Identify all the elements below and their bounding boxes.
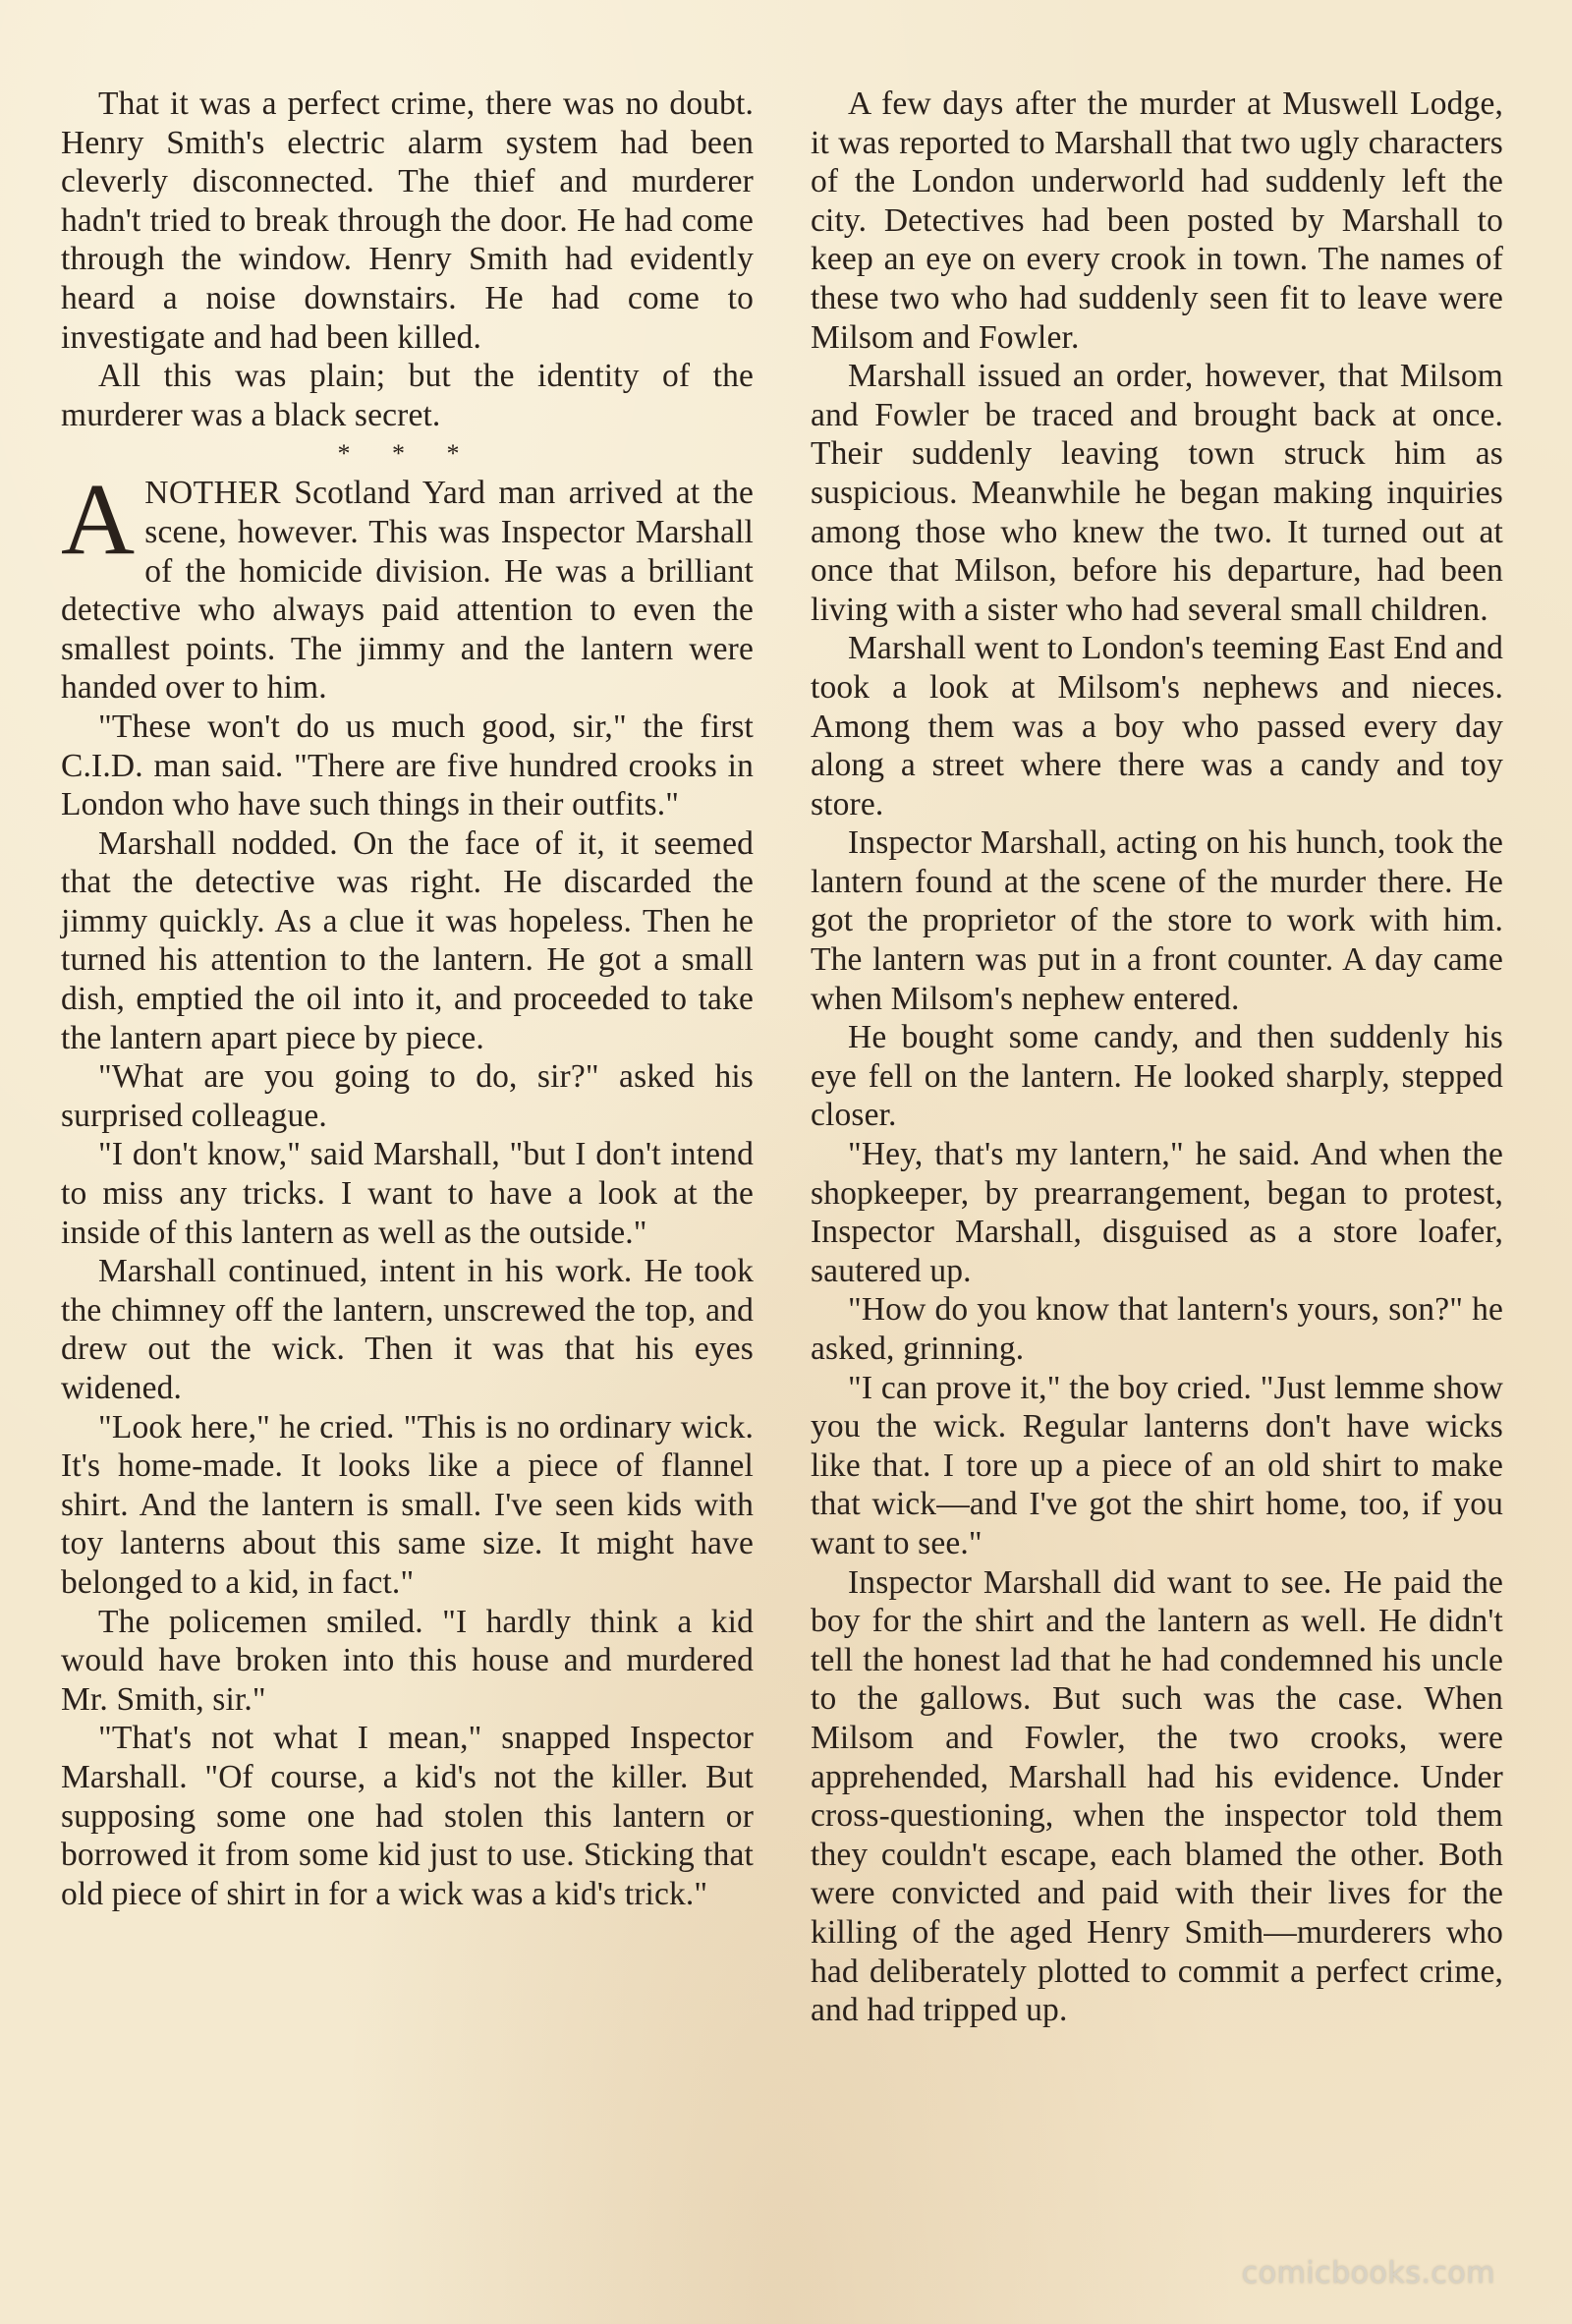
paragraph: "Hey, that's my lantern," he said. And when the shopkeeper, by prearrangement, began to protest, Inspector Marshall, disguised as a store loafer, sautered up.: [811, 1136, 1503, 1289]
paragraph: That it was a perfect crime, there was no doubt. Henry Smith's electric alarm system had been cleverly disconnected. The thief and murderer hadn't tried to break through the door. He had come through the window. Henry Smith had evidently heard a noise downstairs. He had come to investigate and had been killed.: [61, 85, 754, 356]
site-watermark: comicbooks.com: [1241, 2256, 1495, 2291]
paragraph: [61, 463, 754, 708]
paragraph: A few days after the murder at Muswell Lodge, it was reported to Marshall that two ugly characters of the London underworld had suddenly left the city. Detectives had been posted by Marshall to keep an eye on every crook in town. The names of these two who had suddenly seen fit to leave were Milsom and Fowler.: [811, 85, 1503, 356]
paragraph: "I don't know," said Marshall, "but I don't intend to miss any tricks. I want to have a look at the inside of this lantern as well as the outside.": [61, 1136, 754, 1251]
paragraph: "That's not what I mean," snapped Inspector Marshall. "Of course, a kid's not the killer. But supposing some one had stolen this lantern or borrowed it from some kid just to use. Sticking that old piece of shirt in for a wick was a kid's trick.": [61, 1720, 754, 1912]
left-column: [61, 85, 754, 1913]
paragraph: "These won't do us much good, sir," the first C.I.D. man said. "There are five hundred crooks in London who have such things in their outfits.": [61, 708, 754, 823]
paragraph: "Look here," he cried. "This is no ordinary wick. It's home-made. It looks like a piece of flannel shirt. And the lantern is small. I've seen kids with toy lanterns about this same size. It might have belonged to a kid, in fact.": [61, 1408, 754, 1601]
paragraph: All this was plain; but the identity of the murderer was a black secret.: [61, 358, 754, 433]
paragraph: Marshall continued, intent in his work. He took the chimney off the lantern, unscrewed the top, and drew out the wick. Then it was that his eyes widened.: [61, 1253, 754, 1406]
paragraph: The policemen smiled. "I hardly think a kid would have broken into this house and murdered Mr. Smith, sir.": [61, 1603, 754, 1718]
paragraph: "What are you going to do, sir?" asked his surprised colleague.: [61, 1058, 754, 1134]
paragraph-text: Scotland Yard man arrived at the scene, however. This was Inspector Marshall of the homicide division. He was a brilliant detective who always paid attention to even the smallest points. The jimmy and the lantern were handed over to him.: [61, 475, 754, 707]
small-caps-lead: NOTHER: [144, 475, 282, 512]
drop-cap: A: [61, 463, 136, 577]
right-column: [811, 85, 1503, 2030]
paragraph: Inspector Marshall did want to see. He paid the boy for the shirt and the lantern as well. He didn't tell the honest lad that he had condemned his uncle to the gallows. But such was the case. When Milsom and Fowler, the two crooks, were apprehended, Marshall had his evidence. Under cross-questioning, when the inspector told them they couldn't escape, each blamed the other. Both were convicted and paid with their lives for the killing of the aged Henry Smith—murderers who had deliberately plotted to commit a perfect crime, and had tripped up.: [811, 1563, 1503, 2029]
section-separator: * * *: [337, 439, 477, 469]
paragraph: "I can prove it," the boy cried. "Just lemme show you the wick. Regular lanterns don't have wicks like that. I tore up a piece of an old shirt to make that wick—and I've got the shirt home, too, if you want to see.": [811, 1369, 1503, 1561]
paragraph: Marshall nodded. On the face of it, it seemed that the detective was right. He discarded the jimmy quickly. As a clue it was hopeless. Then he turned his attention to the lantern. He got a small dish, emptied the oil into it, and proceeded to take the lantern apart piece by piece.: [61, 824, 754, 1056]
paragraph: "How do you know that lantern's yours, son?" he asked, grinning.: [811, 1291, 1503, 1367]
paragraph: Marshall issued an order, however, that Milsom and Fowler be traced and brought back at once. Their suddenly leaving town struck him as suspicious. Meanwhile he began making inquiries among those who knew the two. It turned out at once that Milson, before his departure, had been living with a sister who had several small children.: [811, 358, 1503, 628]
paragraph: Marshall went to London's teeming East End and took a look at Milsom's nephews and nieces. Among them was a boy who passed every day along a street where there was a candy and toy store.: [811, 630, 1503, 822]
paragraph: He bought some candy, and then suddenly his eye fell on the lantern. He looked sharply, stepped closer.: [811, 1019, 1503, 1134]
paragraph: Inspector Marshall, acting on his hunch, took the lantern found at the scene of the murder there. He got the proprietor of the store to work with him. The lantern was put in a front counter. A day came when Milsom's nephew entered.: [811, 824, 1503, 1017]
